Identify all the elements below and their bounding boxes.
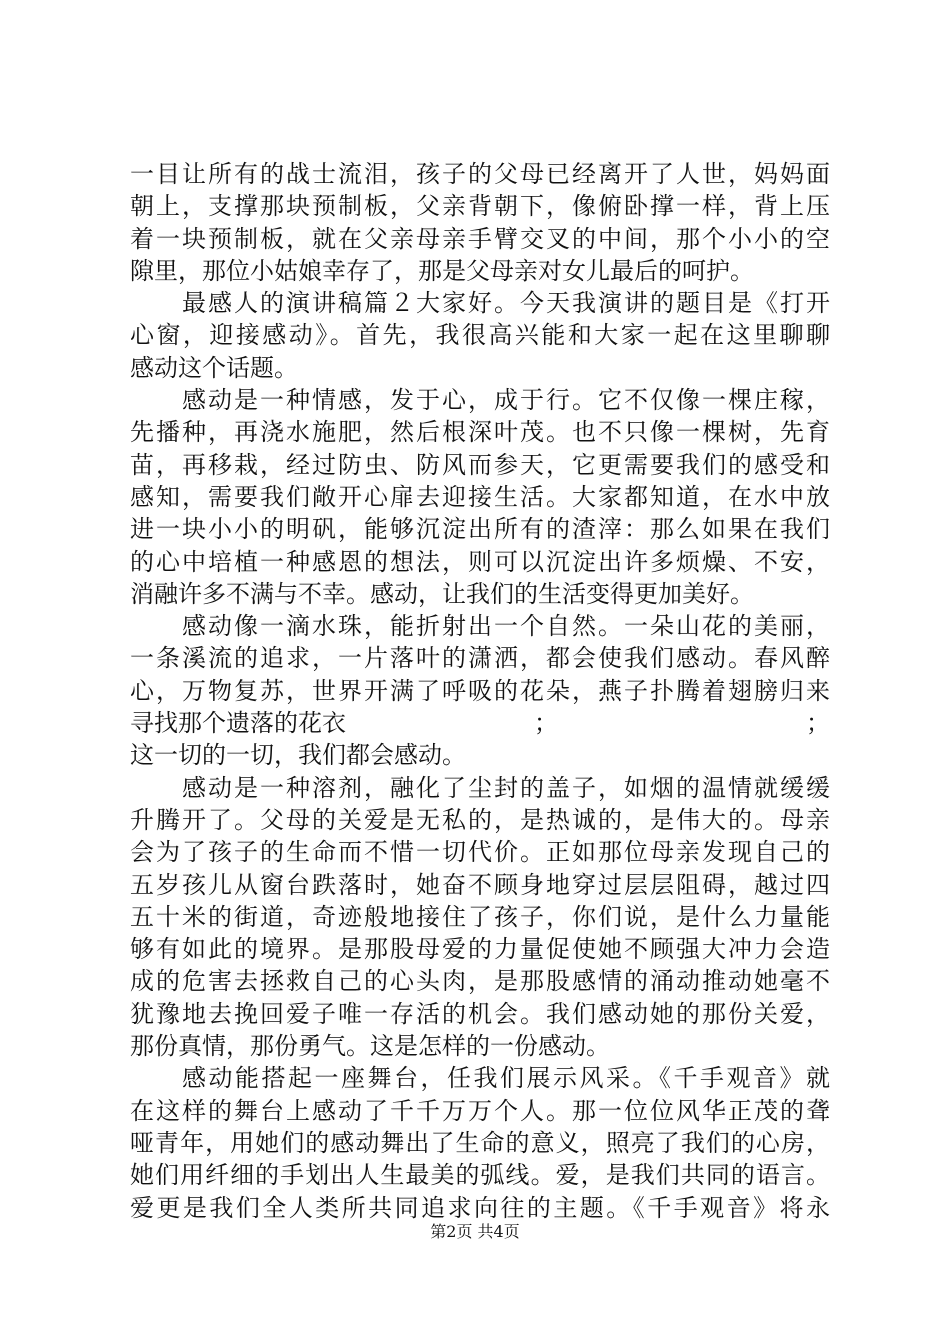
text-line: 这一切的一切，我们都会感动。	[130, 741, 466, 770]
text-line: 感知，需要我们敞开心扉去迎接生活。大家都知道，在水中放	[130, 482, 830, 511]
text-line: 会为了孩子的生命而不惜一切代价。正如那位母亲发现自己的	[130, 838, 830, 867]
text-line: 五十米的街道，奇迹般地接住了孩子，你们说，是什么力量能	[130, 902, 830, 931]
text-line: 一条溪流的追求，一片落叶的潇洒，都会使我们感动。春风醉	[130, 644, 830, 673]
text-line: 哑青年，用她们的感动舞出了生命的意义，照亮了我们的心房，	[130, 1128, 830, 1157]
text-line: 犹豫地去挽回爱子唯一存活的机会。我们感动她的那份关爱，	[130, 999, 830, 1028]
text-line: 五岁孩儿从窗台跌落时，她奋不顾身地穿过层层阻碍，越过四	[130, 870, 830, 899]
text-line: 苗，再移栽，经过防虫、防风而参天，它更需要我们的感受和	[130, 450, 830, 479]
document-body	[130, 158, 830, 1224]
text-line-with-gaps	[130, 707, 830, 739]
text-fragment: ；	[534, 709, 558, 738]
page-number-footer: 第2页 共4页	[430, 1222, 520, 1241]
text-line: 她们用纤细的手划出人生最美的弧线。爱，是我们共同的语言。	[130, 1161, 830, 1190]
text-line: 一目让所有的战士流泪，孩子的父母已经离开了人世，妈妈面	[130, 160, 830, 188]
text-line: 的心中培植一种感恩的想法，则可以沉淀出许多烦燥、不安，	[130, 547, 830, 576]
text-line: 着一块预制板，就在父亲母亲手臂交叉的中间，那个小小的空	[130, 224, 830, 253]
text-line: 先播种，再浇水施肥，然后根深叶茂。也不只像一棵树，先育	[130, 418, 830, 447]
text-fragment: ；	[806, 709, 830, 738]
text-line: 感动这个话题。	[130, 353, 298, 382]
text-line: 心，万物复苏，世界开满了呼吸的花朵，燕子扑腾着翅膀归来	[130, 676, 830, 705]
paragraph-first-line: 感动是一种溶剂，融化了尘封的盖子，如烟的温情就缓缓	[182, 773, 830, 802]
text-line: 成的危害去拯救自己的心头肉，是那股感情的涌动推动她毫不	[130, 967, 830, 996]
text-line: 够有如此的境界。是那股母爱的力量促使她不顾强大冲力会造	[130, 935, 830, 964]
text-line: 爱更是我们全人类所共同追求向往的主题。《千手观音》将永	[130, 1193, 830, 1222]
text-line: 朝上，支撑那块预制板，父亲背朝下，像俯卧撑一样，背上压	[130, 192, 830, 221]
text-fragment: 寻找那个遗落的花衣	[130, 709, 346, 738]
text-line: 进一块小小的明矾，能够沉淀出所有的渣滓：那么如果在我们	[130, 515, 830, 544]
paragraph-first-line: 感动像一滴水珠，能折射出一个自然。一朵山花的美丽，	[182, 612, 830, 641]
paragraph-first-line: 感动能搭起一座舞台，任我们展示风采。《千手观音》就	[182, 1064, 830, 1093]
text-line: 在这样的舞台上感动了千千万万个人。那一位位风华正茂的聋	[130, 1096, 830, 1125]
text-line: 隙里，那位小姑娘幸存了，那是父母亲对女儿最后的呵护。	[130, 256, 754, 285]
text-line: 那份真情，那份勇气。这是怎样的一份感动。	[130, 1032, 610, 1061]
text-line: 心窗，迎接感动》。首先，我很高兴能和大家一起在这里聊聊	[130, 321, 830, 350]
paragraph-first-line: 感动是一种情感，发于心，成于行。它不仅像一棵庄稼，	[182, 386, 830, 415]
text-line: 升腾开了。父母的关爱是无私的，是热诚的，是伟大的。母亲	[130, 805, 830, 834]
paragraph-first-line: 最感人的演讲稿篇２大家好。今天我演讲的题目是《打开	[182, 289, 830, 318]
text-line: 消融许多不满与不幸。感动，让我们的生活变得更加美好。	[130, 579, 754, 608]
